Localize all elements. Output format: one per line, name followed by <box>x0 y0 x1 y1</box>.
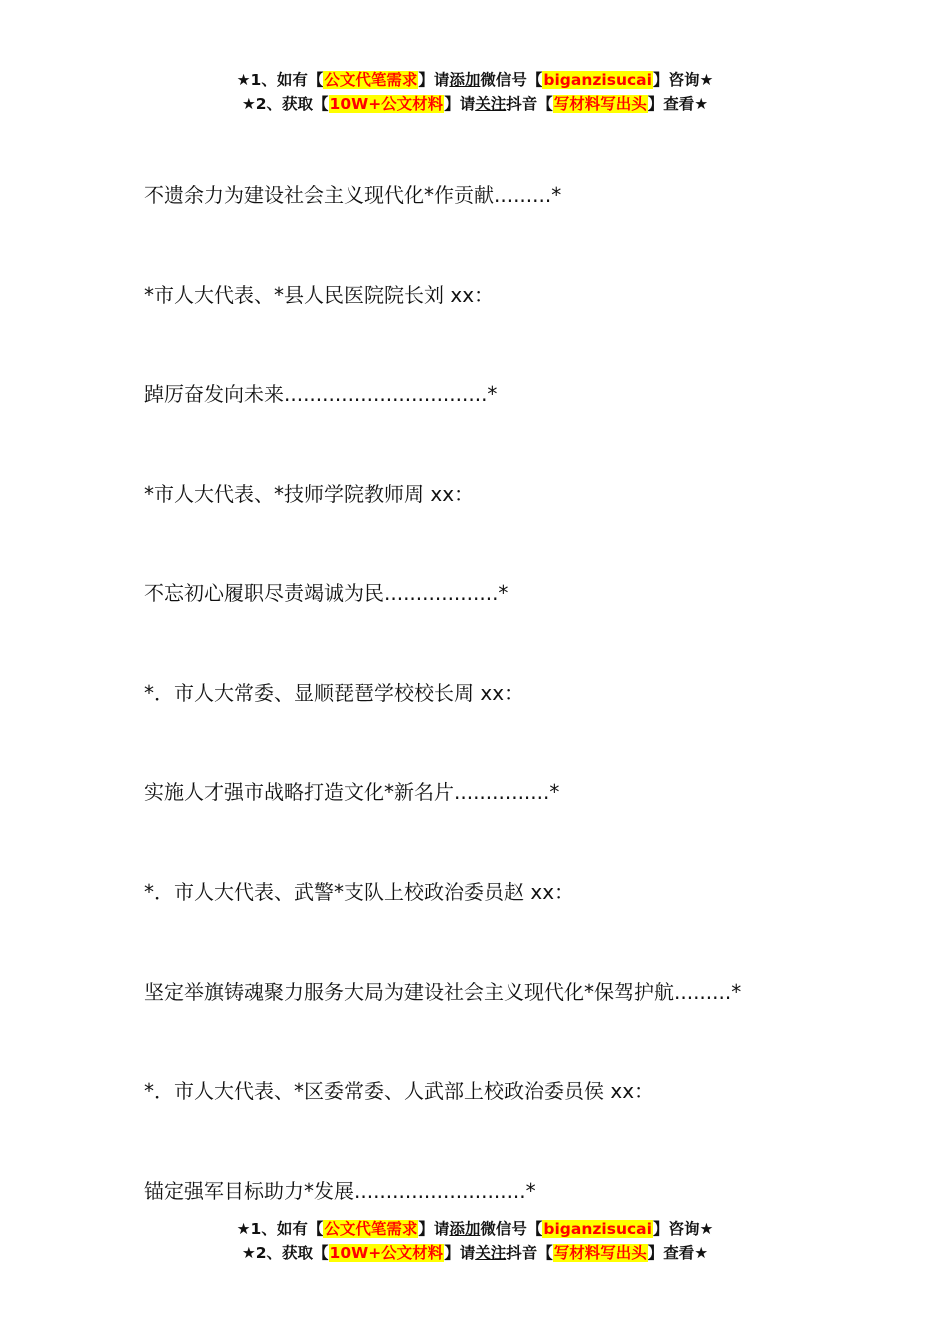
highlight-service: 公文代笔需求 <box>324 1220 418 1238</box>
highlight-materials: 10W+公文材料 <box>329 1244 444 1262</box>
banner-text: ★2、获取【 <box>241 95 329 113</box>
highlight-service: 公文代笔需求 <box>324 71 418 89</box>
banner-line-1 <box>0 68 950 92</box>
banner-text: 】查看★ <box>647 95 709 113</box>
toc-entry-title: 踔厉奋发向未来................................* <box>144 382 498 406</box>
banner-text: 抖音【 <box>506 95 553 113</box>
banner-line-2 <box>0 92 950 116</box>
toc-entry-title: 不忘初心履职尽责竭诚为民..................* <box>144 581 509 605</box>
underlined-text: 关注 <box>475 1244 507 1262</box>
banner-text: 】请 <box>444 95 476 113</box>
toc-entry-speaker: *．市人大代表、*区委常委、人武部上校政治委员侯 xx： <box>144 1079 655 1103</box>
toc-entry-title: 实施人才强市战略打造文化*新名片...............* <box>144 780 560 804</box>
underlined-text: 添加 <box>449 71 481 89</box>
banner-text: ★1、如有【 <box>236 71 324 89</box>
toc-entry-speaker: *．市人大常委、显顺琵琶学校校长周 xx： <box>144 681 525 705</box>
banner-text: 】咨询★ <box>652 1220 714 1238</box>
banner-text: 抖音【 <box>506 1244 553 1262</box>
banner-text: 】咨询★ <box>652 71 714 89</box>
banner-text: 】查看★ <box>647 1244 709 1262</box>
banner-text: 】请 <box>444 1244 476 1262</box>
banner-text: ★1、如有【 <box>236 1220 324 1238</box>
banner-text: 微信号【 <box>480 71 543 89</box>
toc-entry-title: 坚定举旗铸魂聚力服务大局为建设社会主义现代化*保驾护航.........* <box>144 980 742 1004</box>
toc-entry-title: 不遗余力为建设社会主义现代化*作贡献.........* <box>144 183 562 207</box>
footer-banner <box>0 1217 950 1265</box>
highlight-douyin: 写材料写出头 <box>553 1244 647 1262</box>
header-banner <box>0 68 950 116</box>
toc-entry-speaker: *．市人大代表、武警*支队上校政治委员赵 xx： <box>144 880 575 904</box>
underlined-text: 关注 <box>475 95 507 113</box>
highlight-wechat-id: biganzisucai <box>543 1220 652 1238</box>
banner-text: 】请 <box>418 1220 450 1238</box>
toc-entry-speaker: *市人大代表、*技师学院教师周 xx： <box>144 482 475 506</box>
toc-entry-speaker: *市人大代表、*县人民医院院长刘 xx： <box>144 283 495 307</box>
banner-text: 】请 <box>418 71 450 89</box>
highlight-wechat-id: biganzisucai <box>543 71 652 89</box>
toc-entry-title: 锚定强军目标助力*发展...........................* <box>144 1179 536 1203</box>
banner-line-2 <box>0 1241 950 1265</box>
banner-line-1 <box>0 1217 950 1241</box>
banner-text: ★2、获取【 <box>241 1244 329 1262</box>
underlined-text: 添加 <box>449 1220 481 1238</box>
banner-text: 微信号【 <box>480 1220 543 1238</box>
highlight-materials: 10W+公文材料 <box>329 95 444 113</box>
highlight-douyin: 写材料写出头 <box>553 95 647 113</box>
